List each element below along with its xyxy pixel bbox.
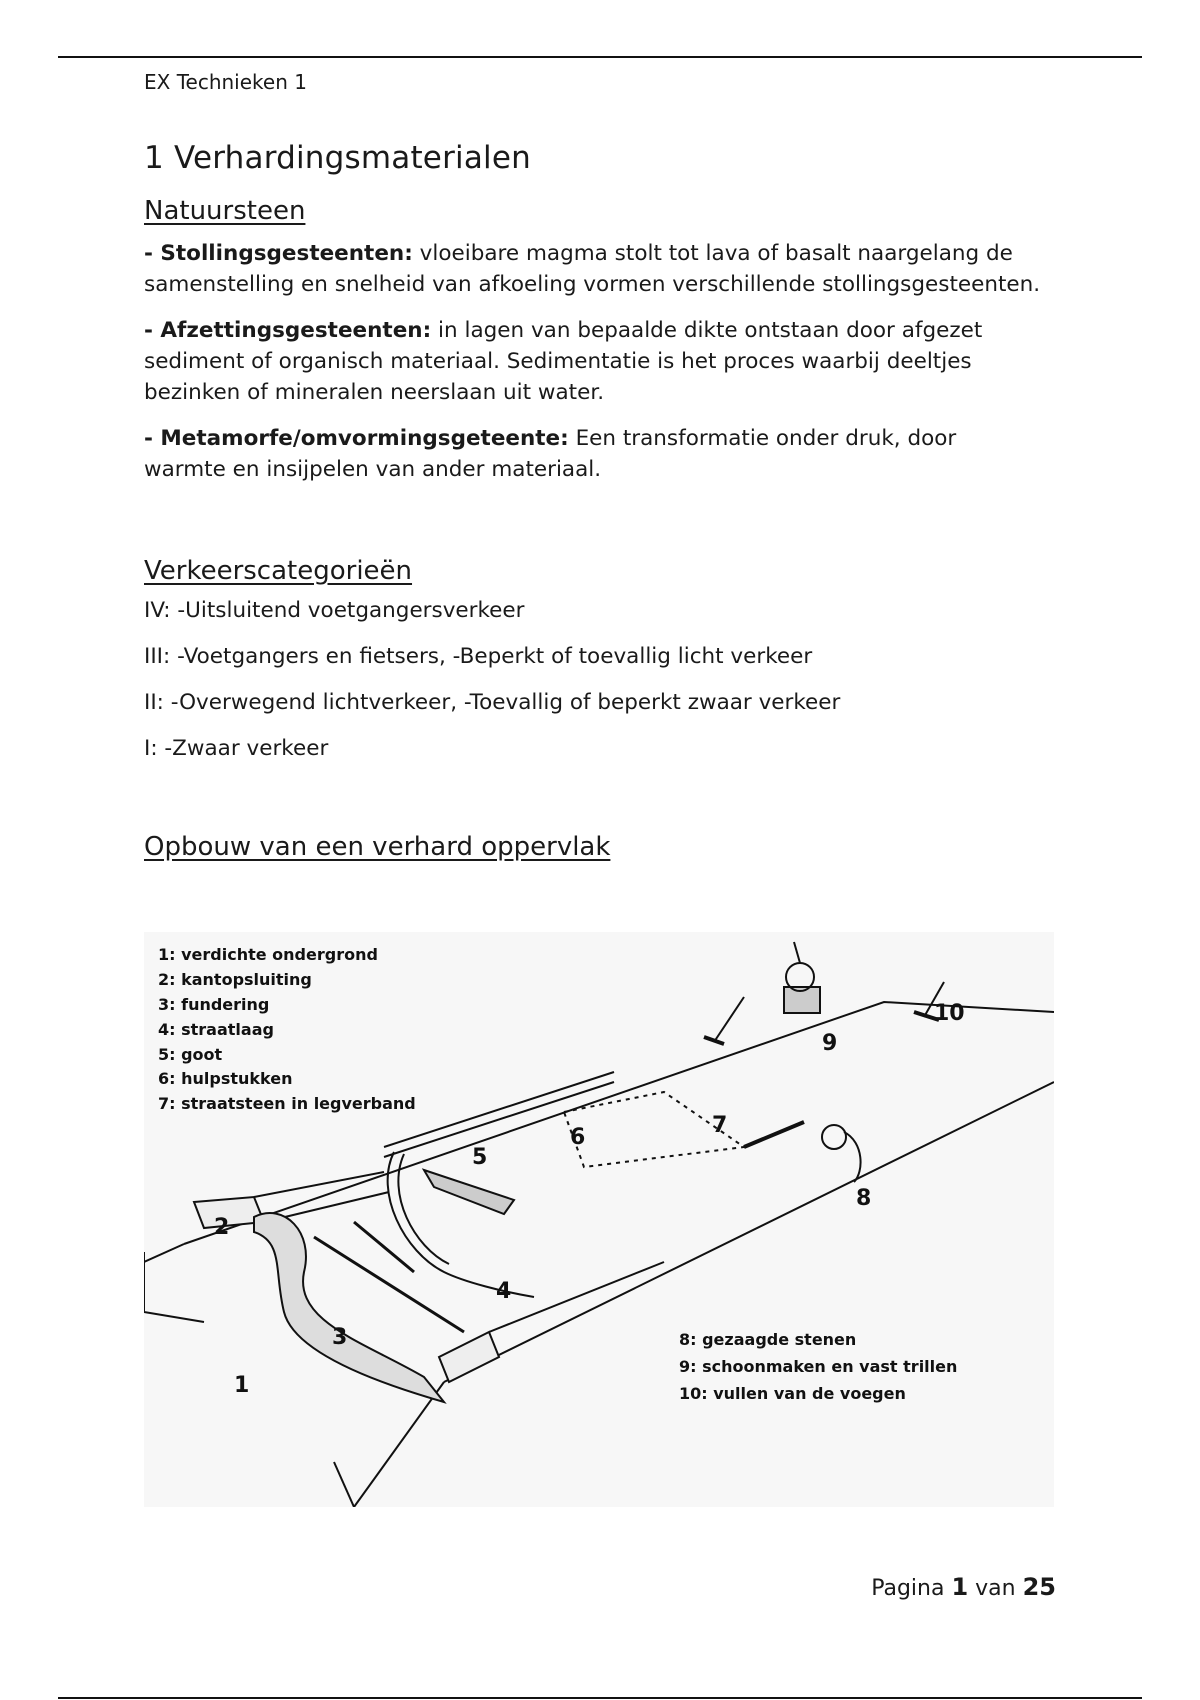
legend-item: 7: straatsteen in legverband — [158, 1094, 416, 1113]
label-8: 8 — [856, 1186, 872, 1211]
running-header: EX Technieken 1 — [144, 70, 307, 94]
term: - Metamorfe/omvormingsgeteente: — [144, 426, 569, 451]
traffic-category-iii: III: -Voetgangers en fietsers, -Beperkt of toevallig licht verkeer — [144, 644, 813, 669]
bottom-rule — [58, 1697, 1142, 1699]
definition: vloeibare magma stolt tot lava of basalt naargelang de samenstelling en snelheid van afkoeling vormen verschillende stollingsgesteenten. — [144, 241, 1041, 297]
legend-item: 9: schoonmaken en vast trillen — [679, 1357, 958, 1376]
label-3: 3 — [332, 1325, 348, 1350]
paragraph-stollingsgesteenten — [144, 238, 1044, 300]
label-7: 7 — [712, 1113, 728, 1138]
legend-item: 6: hulpstukken — [158, 1069, 293, 1088]
legend-item: 5: goot — [158, 1045, 223, 1064]
label-2: 2 — [214, 1215, 230, 1240]
section-heading-opbouw: Opbouw van een verhard oppervlak — [144, 832, 611, 862]
legend-item: 10: vullen van de voegen — [679, 1384, 906, 1403]
term: - Stollingsgesteenten: — [144, 241, 413, 266]
section-heading-verkeer: Verkeerscategorieën — [144, 556, 413, 586]
top-rule — [58, 56, 1142, 58]
main-content — [144, 140, 1044, 874]
paragraph-metamorfe — [144, 423, 1044, 485]
page-number: 1 — [951, 1573, 969, 1601]
definition: Een transformatie onder druk, door warmte en insijpelen van ander materiaal. — [144, 426, 957, 482]
legend-item: 3: fundering — [158, 995, 270, 1014]
term: - Afzettingsgesteenten: — [144, 318, 432, 343]
page-footer — [871, 1573, 1056, 1601]
label-9: 9 — [822, 1031, 838, 1056]
definition: in lagen van bepaalde dikte ontstaan door afgezet sediment of organisch materiaal. Sedimentatie is het proces waarbij deeltjes bezinken of mineralen neerslaan uit water. — [144, 318, 983, 405]
pavement-construction-illustration — [144, 932, 1054, 1507]
legend-item: 1: verdichte ondergrond — [158, 945, 378, 964]
footer-prefix: Pagina — [871, 1576, 952, 1601]
label-4: 4 — [496, 1279, 512, 1304]
label-6: 6 — [570, 1125, 586, 1150]
label-10: 10 — [934, 1001, 965, 1026]
legend-item: 2: kantopsluiting — [158, 970, 312, 989]
legend-item: 8: gezaagde stenen — [679, 1330, 857, 1349]
traffic-category-ii: II: -Overwegend lichtverkeer, -Toevallig of beperkt zwaar verkeer — [144, 690, 841, 715]
traffic-category-iv: IV: -Uitsluitend voetgangersverkeer — [144, 598, 525, 623]
page-total: 25 — [1022, 1573, 1056, 1601]
chapter-title: 1 Verhardingsmaterialen — [144, 140, 531, 176]
section-heading-natuursteen: Natuursteen — [144, 196, 306, 226]
label-1: 1 — [234, 1373, 250, 1398]
paragraph-afzettingsgesteenten — [144, 315, 1044, 408]
legend-item: 4: straatlaag — [158, 1020, 274, 1039]
label-5: 5 — [472, 1145, 488, 1170]
traffic-category-i: I: -Zwaar verkeer — [144, 736, 329, 761]
footer-middle: van — [968, 1576, 1023, 1601]
